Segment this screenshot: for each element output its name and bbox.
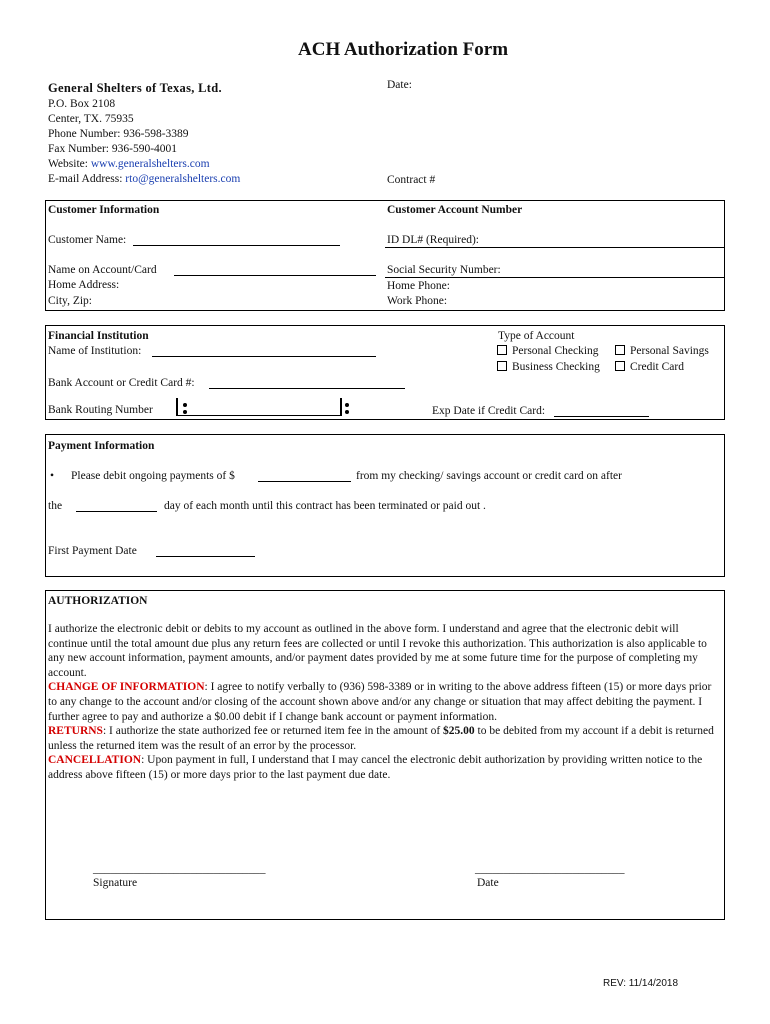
email-label: E-mail Address: bbox=[48, 173, 126, 185]
customer-account-heading: Customer Account Number bbox=[387, 204, 523, 216]
payment-heading: Payment Information bbox=[48, 440, 155, 452]
signature-date-field[interactable]: __________________________ bbox=[475, 863, 625, 875]
company-address-line2: Center, TX. 75935 bbox=[48, 113, 134, 125]
option-business-checking[interactable] bbox=[497, 360, 600, 374]
routing-symbol-dot bbox=[345, 410, 349, 414]
signature-field[interactable]: ______________________________ bbox=[93, 863, 266, 875]
website-link[interactable]: www.generalshelters.com bbox=[90, 158, 210, 170]
returns-text: : I authorize the state authorized fee or returned item fee in the amount of bbox=[102, 725, 444, 738]
option-personal-checking[interactable] bbox=[497, 344, 599, 358]
option-personal-savings[interactable] bbox=[615, 344, 709, 358]
bullet: • bbox=[50, 470, 55, 482]
website-label: Website: bbox=[48, 158, 91, 170]
credit-card-checkbox[interactable] bbox=[615, 361, 625, 371]
routing-symbol-dot bbox=[183, 410, 187, 414]
payment-day-field[interactable] bbox=[76, 511, 157, 512]
routing-end-bar bbox=[340, 398, 342, 416]
first-payment-label: First Payment Date bbox=[48, 545, 137, 557]
page-title: ACH Authorization Form bbox=[298, 39, 509, 60]
date-label: Date: bbox=[387, 79, 412, 91]
company-website-row bbox=[48, 157, 210, 171]
customer-info-heading: Customer Information bbox=[48, 204, 160, 216]
change-of-information-text: : I agree to notify verbally to (936) 598-3389 or in writing to the above address fifteen (15) or more days prior to any change to the account and/or closing of the account shown above and/or any change or situation that may affect debiting the payment. I further agree to pay and authorize a $0.00 debit if I change bank account or payment information. bbox=[48, 681, 712, 723]
home-phone-label: Home Phone: bbox=[387, 280, 450, 292]
business-checking-label: Business Checking bbox=[512, 361, 600, 373]
revision-stamp: REV: 11/14/2018 bbox=[603, 978, 679, 989]
ssn-label: Social Security Number: bbox=[387, 264, 501, 276]
payment-amount-text: Please debit ongoing payments of $ bbox=[71, 470, 235, 482]
routing-number-field[interactable] bbox=[178, 415, 340, 416]
institution-label: Name of Institution: bbox=[48, 345, 142, 357]
name-on-account-label: Name on Account/Card bbox=[48, 264, 157, 276]
routing-symbol-dot bbox=[183, 403, 187, 407]
account-type-label: Type of Account bbox=[498, 330, 575, 342]
returns-amount: $25.00 bbox=[443, 725, 475, 738]
cancellation-label: CANCELLATION bbox=[48, 754, 142, 767]
financial-heading: Financial Institution bbox=[48, 330, 149, 342]
returns-label: RETURNS bbox=[48, 725, 103, 738]
contract-label: Contract # bbox=[387, 174, 436, 186]
id-dl-field[interactable] bbox=[385, 247, 725, 248]
option-credit-card[interactable] bbox=[615, 360, 684, 374]
cancellation-text: : Upon payment in full, I understand that I may cancel the electronic debit authorization by providing written notice to the address above fifteen (15) or more days prior to the last payment due date. bbox=[48, 754, 703, 781]
payment-day-text: day of each month until this contract has been terminated or paid out . bbox=[164, 500, 486, 512]
name-on-account-field[interactable] bbox=[174, 275, 376, 276]
company-fax: Fax Number: 936-590-4001 bbox=[48, 143, 178, 155]
city-zip-label: City, Zip: bbox=[48, 295, 92, 307]
personal-checking-label: Personal Checking bbox=[512, 345, 599, 357]
payment-account-text: from my checking/ savings account or credit card on after bbox=[356, 470, 622, 482]
change-of-information-label: CHANGE OF INFORMATION bbox=[48, 681, 205, 694]
company-email-row bbox=[48, 172, 240, 186]
returns-text-cont: to be debited from my account if a debit is returned unless the returned item was the result of an error by the processor. bbox=[48, 725, 714, 752]
home-address-label: Home Address: bbox=[48, 279, 120, 291]
company-name: General Shelters of Texas, Ltd. bbox=[48, 81, 222, 95]
exp-date-label: Exp Date if Credit Card: bbox=[432, 405, 546, 417]
payment-amount-field[interactable] bbox=[258, 481, 351, 482]
company-address-line1: P.O. Box 2108 bbox=[48, 98, 116, 110]
first-payment-field[interactable] bbox=[156, 556, 255, 557]
routing-symbol-dot bbox=[345, 403, 349, 407]
routing-label: Bank Routing Number bbox=[48, 404, 153, 416]
work-phone-label: Work Phone: bbox=[387, 295, 448, 307]
authorization-paragraph: I authorize the electronic debit or debits to my account as outlined in the above form. I understand and agree that the electronic debit will continue until the total amount due plus any return fees are collected or until I revoke this authorization. This authorization is also applicable to any new account information, payment amounts, and/or payment dates provided by me at some future time for the purpose of completing my account. bbox=[48, 623, 707, 679]
id-dl-label: ID DL# (Required): bbox=[387, 234, 479, 246]
routing-start-bar bbox=[176, 398, 178, 416]
institution-field[interactable] bbox=[152, 356, 376, 357]
exp-date-field[interactable] bbox=[554, 416, 649, 417]
signature-label: Signature bbox=[93, 877, 138, 889]
bank-account-field[interactable] bbox=[209, 388, 405, 389]
email-link[interactable]: rto@generalshelters.com bbox=[125, 173, 241, 185]
personal-checking-checkbox[interactable] bbox=[497, 345, 507, 355]
personal-savings-label: Personal Savings bbox=[630, 345, 709, 357]
credit-card-label: Credit Card bbox=[630, 361, 684, 373]
personal-savings-checkbox[interactable] bbox=[615, 345, 625, 355]
authorization-heading: AUTHORIZATION bbox=[48, 595, 148, 607]
company-phone: Phone Number: 936-598-3389 bbox=[48, 128, 189, 140]
signature-date-label: Date bbox=[477, 877, 499, 889]
business-checking-checkbox[interactable] bbox=[497, 361, 507, 371]
bank-account-label: Bank Account or Credit Card #: bbox=[48, 377, 195, 389]
authorization-text bbox=[48, 622, 714, 783]
customer-name-field[interactable] bbox=[133, 245, 340, 246]
ssn-field[interactable] bbox=[385, 277, 725, 278]
customer-name-label: Customer Name: bbox=[48, 234, 127, 246]
the-text: the bbox=[48, 500, 63, 512]
